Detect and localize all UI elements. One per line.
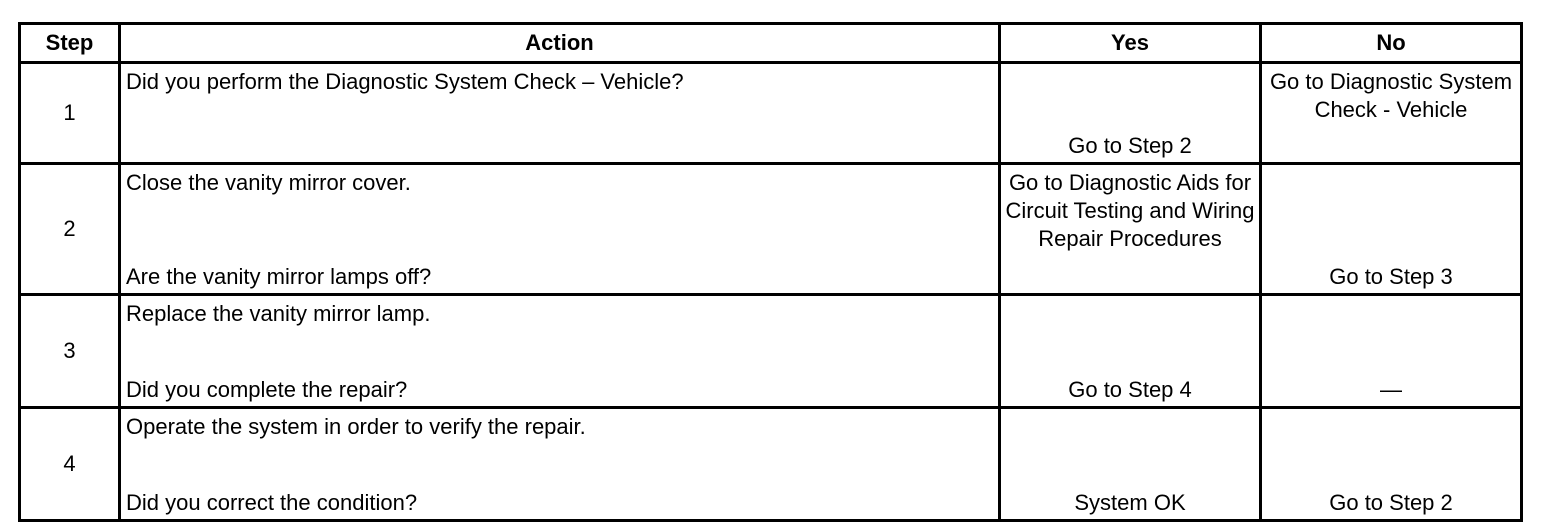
no-result: Go to Step 3 (1261, 164, 1522, 295)
action-question: Are the vanity mirror lamps off? (126, 264, 432, 289)
action-text: Operate the system in order to verify the repair. (126, 414, 586, 439)
action-cell (120, 408, 1000, 521)
table-row-step-4 (20, 408, 1522, 521)
action-cell (120, 295, 1000, 408)
yes-result: Go to Step 4 (1000, 295, 1261, 408)
no-result: Go to Step 2 (1261, 408, 1522, 521)
header-action: Action (120, 24, 1000, 63)
action-cell (120, 164, 1000, 295)
action-cell (120, 63, 1000, 164)
yes-result: Go to Step 2 (1000, 63, 1261, 164)
yes-result: System OK (1000, 408, 1261, 521)
action-text: Replace the vanity mirror lamp. (126, 301, 431, 326)
action-text: Did you perform the Diagnostic System Check – Vehicle? (126, 69, 684, 94)
diagnostic-table (18, 22, 1523, 522)
yes-result: Go to Diagnostic Aids for Circuit Testing and Wiring Repair Procedures (1000, 164, 1261, 295)
step-number: 4 (20, 408, 120, 521)
action-text: Close the vanity mirror cover. (126, 170, 411, 195)
step-number: 2 (20, 164, 120, 295)
header-row (20, 24, 1522, 63)
no-result: — (1261, 295, 1522, 408)
action-question: Did you correct the condition? (126, 490, 418, 515)
table-row-step-2 (20, 164, 1522, 295)
header-yes: Yes (1000, 24, 1261, 63)
action-question: Did you complete the repair? (126, 377, 408, 402)
table-body (20, 63, 1522, 521)
header-step: Step (20, 24, 120, 63)
step-number: 3 (20, 295, 120, 408)
no-result: Go to Diagnostic System Check - Vehicle (1261, 63, 1522, 164)
table-header (20, 24, 1522, 63)
header-no: No (1261, 24, 1522, 63)
table-row-step-3 (20, 295, 1522, 408)
table-row-step-1 (20, 63, 1522, 164)
step-number: 1 (20, 63, 120, 164)
